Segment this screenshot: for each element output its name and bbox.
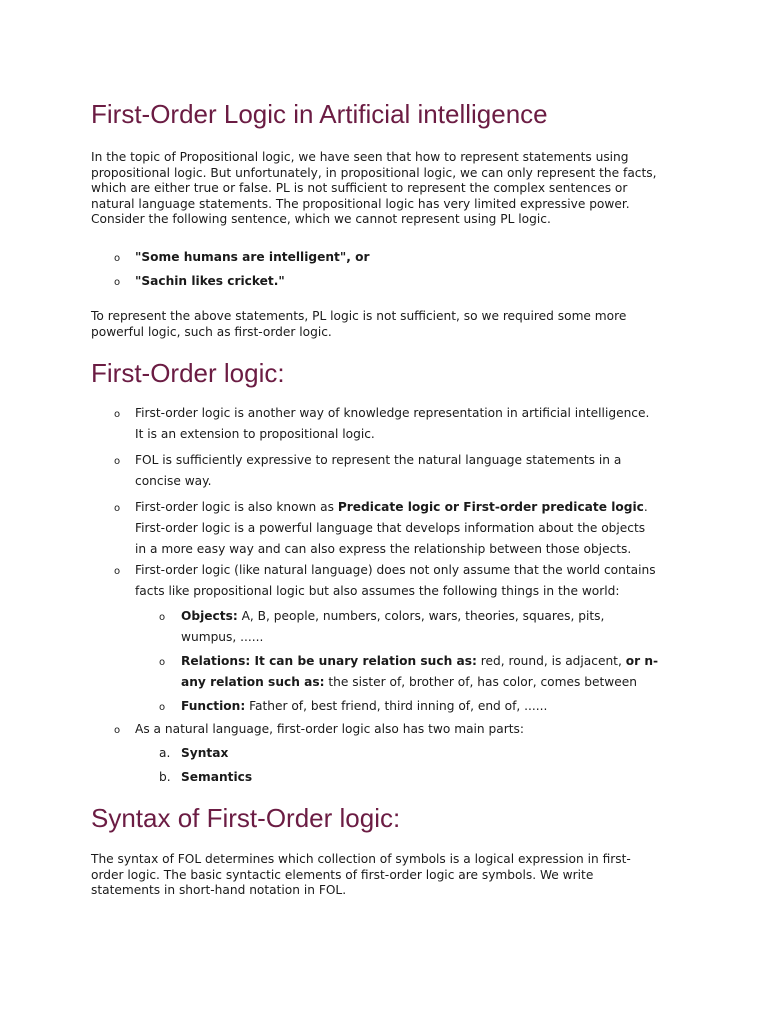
intro-line: natural language statements. The propositional logic has very limited expressive power.	[91, 196, 630, 211]
paragraph-line: To represent the above statements, PL logic is not sufficient, so we required some more	[91, 309, 627, 323]
bullet-icon: o	[114, 503, 121, 514]
intro-line: propositional logic. But unfortunately, in propositional logic, we can only represent the facts,	[91, 165, 657, 180]
function-text: Father of, best friend, third inning of, end of, ......	[245, 699, 548, 713]
part-label: Syntax	[181, 746, 229, 760]
intro-line: which are either true or false. PL is not sufficient to represent the complex sentences or	[91, 181, 628, 196]
sub-list-item-relations	[181, 651, 701, 693]
bullet-icon: o	[114, 253, 121, 264]
example-text: "Sachin likes cricket."	[135, 274, 285, 288]
bullet-icon: o	[114, 409, 121, 420]
list-item-line: It is an extension to propositional logic.	[135, 427, 375, 441]
list-item-line: facts like propositional logic but also assumes the following things in the world:	[135, 584, 620, 598]
section-heading-first-order-logic: First-Order logic:	[91, 358, 285, 388]
example-item	[135, 247, 369, 268]
bullet-icon: o	[114, 277, 121, 288]
relations-label: or n-	[625, 654, 659, 668]
list-item	[135, 450, 695, 492]
relations-text: the sister of, brother of, has color, comes between	[324, 675, 637, 689]
list-item-line: concise way.	[135, 474, 212, 488]
relations-label: any relation such as:	[181, 675, 325, 689]
list-marker: a.	[159, 746, 171, 760]
part-item-semantics	[181, 767, 252, 788]
relations-label: Relations: It can be unary relation such as:	[181, 654, 477, 668]
sub-list-item-objects	[181, 606, 701, 648]
after-examples-paragraph	[91, 309, 661, 340]
bullet-icon: o	[114, 725, 121, 736]
part-label: Semantics	[181, 770, 253, 784]
intro-line: Consider the following sentence, which we cannot represent using PL logic.	[91, 212, 551, 227]
syntax-paragraph	[91, 852, 661, 899]
part-item-syntax	[181, 743, 228, 764]
list-item	[135, 719, 715, 740]
bullet-icon: o	[114, 566, 121, 577]
list-item	[135, 403, 695, 445]
predicate-logic-term: Predicate logic or First-order predicate logic	[337, 500, 644, 514]
intro-line: In the topic of Propositional logic, we have seen that how to represent statements using	[91, 150, 629, 164]
paragraph-line: The syntax of FOL determines which collection of symbols is a logical expression in first-	[91, 852, 631, 866]
list-item-line: First-order logic (like natural language) does not only assume that the world contains	[135, 563, 656, 577]
paragraph-line: powerful logic, such as first-order logic.	[91, 324, 332, 339]
sub-list-item-function	[181, 696, 701, 717]
list-item-text: First-order logic is also known as	[135, 500, 338, 514]
list-item	[135, 497, 715, 560]
bullet-icon: o	[159, 657, 166, 668]
relations-text: red, round, is adjacent,	[476, 654, 626, 668]
list-item-line: FOL is sufficiently expressive to represent the natural language statements in a	[135, 453, 622, 467]
list-marker: b.	[159, 770, 171, 784]
list-item-line: As a natural language, first-order logic also has two main parts:	[135, 722, 524, 736]
bullet-icon: o	[159, 702, 166, 713]
page-title: First-Order Logic in Artificial intelligence	[91, 99, 548, 129]
paragraph-line: statements in short-hand notation in FOL.	[91, 883, 347, 898]
example-text: "Some humans are intelligent", or	[135, 250, 370, 264]
paragraph-line: order logic. The basic syntactic elements of first-order logic are symbols. We write	[91, 867, 594, 882]
example-item	[135, 271, 285, 292]
list-item-line: First-order logic is another way of knowledge representation in artificial intelligence.	[135, 406, 650, 420]
bullet-icon: o	[159, 612, 166, 623]
list-item	[135, 560, 715, 602]
section-heading-syntax: Syntax of First-Order logic:	[91, 803, 401, 833]
intro-paragraph	[91, 150, 661, 228]
objects-label: Objects:	[181, 609, 238, 623]
objects-text: wumpus, ......	[181, 630, 264, 644]
list-item-line: First-order logic is a powerful language that develops information about the objects	[135, 521, 646, 535]
list-item-text: .	[643, 500, 648, 514]
bullet-icon: o	[114, 456, 121, 467]
list-item-line: in a more easy way and can also express the relationship between those objects.	[135, 542, 632, 556]
function-label: Function:	[181, 699, 246, 713]
objects-text: A, B, people, numbers, colors, wars, theories, squares, pits,	[237, 609, 605, 623]
